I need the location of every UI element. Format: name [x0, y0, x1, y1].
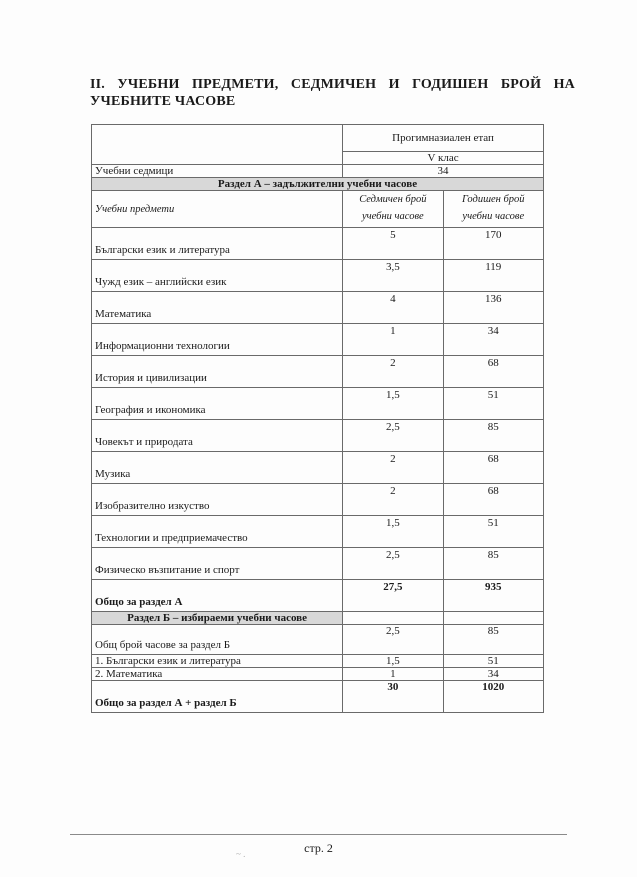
subject-cell: Технологии и предприемачество: [92, 516, 343, 548]
weeks-row: [92, 165, 544, 178]
col-subjects-header: Учебни предмети: [92, 191, 343, 228]
yearly-hours-cell: 68: [443, 356, 543, 388]
table-row: [92, 420, 544, 452]
section-b-empty-yearly: [443, 612, 543, 625]
yearly-hours-cell: 85: [443, 548, 543, 580]
stage-cell: Прогимназиален етап: [343, 125, 544, 152]
table-row: [92, 516, 544, 548]
total-a-yearly: 935: [443, 580, 543, 612]
table-row: [92, 356, 544, 388]
yearly-hours-cell: 119: [443, 260, 543, 292]
weekly-hours-cell: 2,5: [343, 420, 443, 452]
section-a-title: Раздел А – задължителни учебни часове: [92, 178, 544, 191]
table-row: [92, 655, 544, 668]
grade-cell: V клас: [343, 152, 544, 165]
scan-mark: ~ .: [236, 849, 246, 859]
weekly-hours-cell: 4: [343, 292, 443, 324]
weekly-hours-cell: 1: [343, 668, 443, 681]
weekly-hours-cell: 1: [343, 324, 443, 356]
yearly-hours-cell: 51: [443, 655, 543, 668]
table-row: [92, 260, 544, 292]
weekly-hours-cell: 2,5: [343, 548, 443, 580]
yearly-hours-cell: 51: [443, 388, 543, 420]
weekly-hours-cell: 1,5: [343, 388, 443, 420]
subject-cell: Музика: [92, 452, 343, 484]
table-row: [92, 484, 544, 516]
weekly-hours-cell: 3,5: [343, 260, 443, 292]
yearly-hours-cell: 68: [443, 484, 543, 516]
subject-cell: Изобразително изкуство: [92, 484, 343, 516]
weeks-label: Учебни седмици: [92, 165, 343, 178]
col-yearly-header: Годишен брой учебни часове: [443, 191, 543, 228]
column-header-row: [92, 191, 544, 228]
weekly-hours-cell: 2: [343, 452, 443, 484]
total-ab-weekly: 30: [343, 681, 443, 713]
table-row: [92, 668, 544, 681]
table-row: [92, 548, 544, 580]
section-heading: II. УЧЕБНИ ПРЕДМЕТИ, СЕДМИЧЕН И ГОДИШЕН БРОЙ НА УЧЕБНИТЕ ЧАСОВЕ: [90, 77, 575, 109]
col-weekly-header: Седмичен брой учебни часове: [343, 191, 443, 228]
yearly-hours-cell: 68: [443, 452, 543, 484]
table-row: [92, 292, 544, 324]
weekly-hours-cell: 2: [343, 356, 443, 388]
subject-cell: Чужд език – английски език: [92, 260, 343, 292]
total-ab-row: [92, 681, 544, 713]
subject-cell: 2. Математика: [92, 668, 343, 681]
subject-cell: Информационни технологии: [92, 324, 343, 356]
subject-cell: Човекът и природата: [92, 420, 343, 452]
total-a-row: [92, 580, 544, 612]
subject-cell: Математика: [92, 292, 343, 324]
curriculum-table: [91, 124, 544, 713]
subject-cell: География и икономика: [92, 388, 343, 420]
yearly-hours-cell: 170: [443, 228, 543, 260]
table-row: [92, 324, 544, 356]
section-b-title: Раздел Б – избираеми учебни часове: [92, 612, 343, 625]
section-b-title-row: [92, 612, 544, 625]
total-ab-yearly: 1020: [443, 681, 543, 713]
yearly-hours-cell: 136: [443, 292, 543, 324]
table-row: [92, 388, 544, 420]
weeks-value: 34: [343, 165, 544, 178]
weekly-hours-cell: 2: [343, 484, 443, 516]
subject-cell: Физическо възпитание и спорт: [92, 548, 343, 580]
subject-cell: Български език и литература: [92, 228, 343, 260]
total-ab-label: Общо за раздел А + раздел Б: [92, 681, 343, 713]
table-row: [92, 452, 544, 484]
weekly-hours-cell: 5: [343, 228, 443, 260]
footer-divider: [70, 834, 567, 835]
weekly-hours-cell: 1,5: [343, 516, 443, 548]
empty-corner-cell: [92, 125, 343, 165]
total-b-hours-weekly: 2,5: [343, 625, 443, 655]
subject-cell: История и цивилизации: [92, 356, 343, 388]
yearly-hours-cell: 51: [443, 516, 543, 548]
subject-cell: 1. Български език и литература: [92, 655, 343, 668]
weekly-hours-cell: 1,5: [343, 655, 443, 668]
total-b-hours-label: Общ брой часове за раздел Б: [92, 625, 343, 655]
section-b-empty-weekly: [343, 612, 443, 625]
table-row: [92, 228, 544, 260]
yearly-hours-cell: 34: [443, 324, 543, 356]
stage-row: [92, 125, 544, 152]
total-b-hours-yearly: 85: [443, 625, 543, 655]
total-a-label: Общо за раздел А: [92, 580, 343, 612]
section-a-title-row: [92, 178, 544, 191]
total-a-weekly: 27,5: [343, 580, 443, 612]
total-b-hours-row: [92, 625, 544, 655]
page-number: стр. 2: [304, 841, 333, 855]
yearly-hours-cell: 34: [443, 668, 543, 681]
yearly-hours-cell: 85: [443, 420, 543, 452]
